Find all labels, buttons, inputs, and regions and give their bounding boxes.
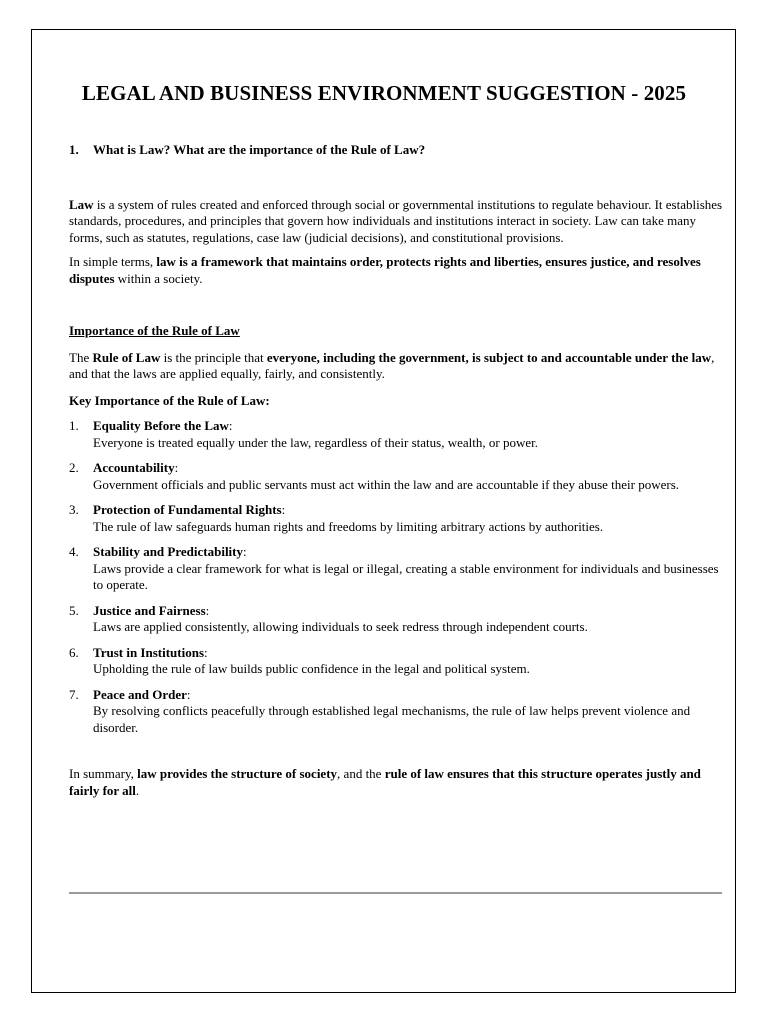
summary-paragraph (69, 766, 723, 799)
list-item-number: 3. (69, 502, 79, 517)
list-item-number: 7. (69, 686, 79, 702)
list-item-desc: Laws are applied consistently, allowing individuals to seek redress through independent courts. (93, 619, 588, 634)
question-number: 1. (69, 142, 79, 157)
rol-bold: everyone, including the government, is subject to and accountable under the law (266, 349, 712, 365)
question-heading (69, 142, 723, 159)
document-body (69, 138, 723, 799)
list-item-number: 4. (69, 544, 79, 559)
list-item-desc: Upholding the rule of law builds public confidence in the legal and political system. (93, 661, 530, 676)
rol-lead: The (69, 349, 93, 365)
list-item: 2. Accountability: Government officials and public servants must act within the law and are accountable if they abuse their powers. (69, 460, 680, 492)
question-text: What is Law? What are the importance of the Rule of Law? (93, 142, 426, 157)
list-item: 1. Equality Before the Law: Everyone is treated equally under the law, regardless of their status, wealth, or power. (69, 418, 538, 450)
list-item-number: 1. (69, 418, 79, 433)
summary-bold-1: law provides the structure of society (137, 766, 338, 781)
key-importance-heading: Key Importance of the Rule of Law: (69, 392, 270, 408)
list-item-number: 6. (69, 644, 79, 660)
list-item-title: Peace and Order (93, 686, 187, 702)
rule-of-law-definition (69, 350, 723, 383)
list-item-title: Accountability (93, 460, 175, 475)
list-item-number: 2. (69, 460, 79, 475)
horizontal-divider (69, 892, 722, 894)
summary-tail: . (135, 782, 140, 798)
list-item: 7. Peace and Order: By resolving conflicts peacefully through established legal mechanisms, the rule of law helps prevent violence and disorder. (69, 686, 691, 735)
summary-middle: , and the (337, 766, 385, 781)
list-item-title: Protection of Fundamental Rights (93, 502, 282, 517)
law-simple-terms-paragraph (69, 254, 723, 287)
list-item-desc: The rule of law safeguards human rights and freedoms by limiting arbitrary actions by authorities. (93, 518, 604, 534)
list-item-desc: Laws provide a clear framework for what is legal or illegal, creating a stable environment for individuals and businesses to operate. (93, 560, 719, 592)
law-definition-text: is a system of rules created and enforced through social or governmental institutions to regulate behaviour. It establishes standards, procedures, and principles that govern how individuals and institutions interact in society. Law can take many forms, such as statutes, regulations, case law (judicial decisions), and constitutional provisions. (69, 196, 723, 245)
key-importance-list (69, 418, 723, 736)
list-item: 5. Justice and Fairness: Laws are applied consistently, allowing individuals to seek redress through independent courts. (69, 602, 588, 634)
law-definition-paragraph (69, 197, 723, 247)
importance-heading: Importance of the Rule of Law (69, 323, 240, 338)
rol-middle: is the principle that (160, 349, 267, 365)
list-item-title: Justice and Fairness (93, 602, 206, 618)
list-item-desc: Everyone is treated equally under the law, regardless of their status, wealth, or power. (93, 434, 538, 450)
list-item-desc: Government officials and public servants must act within the law and are accountable if they abuse their powers. (93, 476, 680, 492)
list-item: 6. Trust in Institutions: Upholding the rule of law builds public confidence in the legal and political system. (69, 644, 530, 676)
simple-bold: law is a framework that maintains order, protects rights and liberties, ensures justice, and resolves disputes (69, 254, 701, 286)
document-title: LEGAL AND BUSINESS ENVIRONMENT SUGGESTION - 2025 (81, 81, 687, 105)
rol-term: Rule of Law (92, 349, 161, 365)
simple-lead: In simple terms, (69, 254, 157, 269)
law-term: Law (69, 196, 94, 212)
list-item-number: 5. (69, 602, 79, 618)
list-item-title: Equality Before the Law (93, 418, 229, 433)
list-item: 4. Stability and Predictability: Laws provide a clear framework for what is legal or illegal, creating a stable environment for individuals and businesses to operate. (69, 544, 719, 592)
list-item-desc: By resolving conflicts peacefully through established legal mechanisms, the rule of law helps prevent violence and disorder. (93, 703, 691, 735)
summary-lead: In summary, (69, 766, 138, 781)
list-item: 3. Protection of Fundamental Rights: The rule of law safeguards human rights and freedoms by limiting arbitrary actions by authorities. (69, 502, 604, 534)
summary-bold-2: rule of law ensures that this structure operates justly and fairly for all (69, 766, 701, 798)
simple-tail: within a society. (114, 270, 203, 286)
rol-tail: , and that the laws are applied equally, fairly, and consistently. (69, 349, 715, 381)
list-item-title: Trust in Institutions (93, 644, 205, 660)
list-item-title: Stability and Predictability (93, 544, 243, 559)
